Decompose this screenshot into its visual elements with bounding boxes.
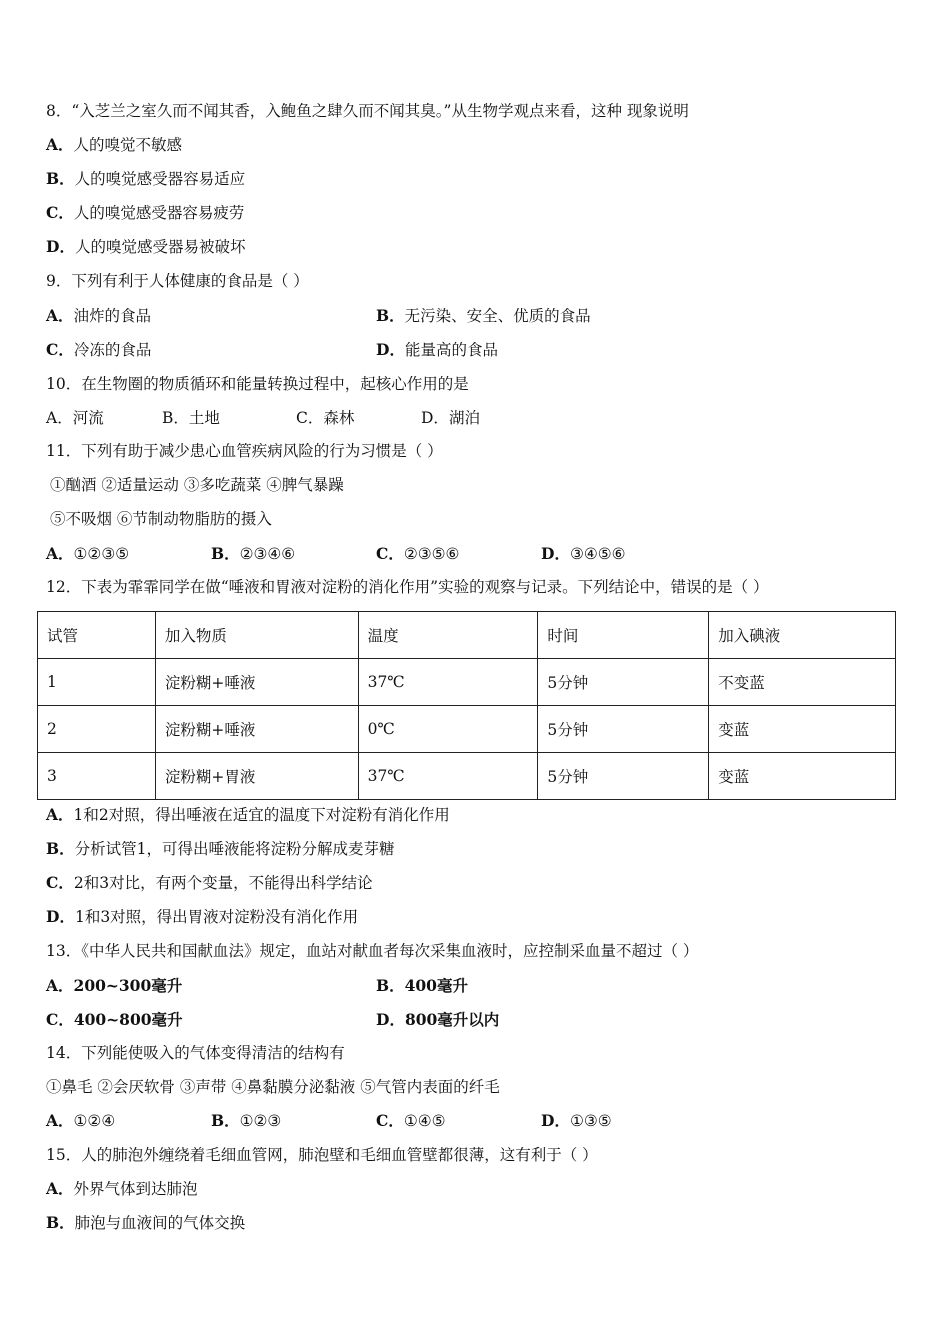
header-cell: 时间 (538, 612, 709, 659)
question-12-stem: 12．下表为霏霏同学在做“唾液和胃液对淀粉的消化作用”实验的观察与记录。下列结论中，错误的是（ ） (46, 578, 769, 596)
header-cell: 温度 (358, 612, 538, 659)
option-text: 土地 (188, 409, 220, 427)
option-8a (46, 135, 182, 155)
table-cell: 5分钟 (538, 706, 709, 753)
header-cell: 加入碘液 (709, 612, 896, 659)
option-10c (296, 408, 354, 428)
option-text: 能量高的食品 (404, 341, 498, 359)
option-9a (46, 306, 151, 326)
table-row (38, 706, 896, 753)
header-cell: 加入物质 (155, 612, 358, 659)
question-14-items: ①鼻毛 ②会厌软骨 ③声带 ④鼻黏膜分泌黏液 ⑤气管内表面的纤毛 (46, 1078, 500, 1096)
option-label: A． (46, 306, 74, 325)
option-text: 无污染、安全、优质的食品 (404, 307, 591, 325)
option-text: 人的嗅觉感受器容易适应 (74, 170, 246, 188)
option-label: B． (376, 306, 405, 325)
option-label: C． (46, 340, 74, 359)
table-cell: 淀粉糊+胃液 (155, 753, 358, 800)
option-11d (541, 544, 626, 564)
table-row (38, 659, 896, 706)
option-label: D． (541, 1111, 570, 1130)
option-10b (162, 408, 220, 428)
header-cell: 试管 (38, 612, 156, 659)
option-text: ①④⑤ (403, 1112, 446, 1130)
option-11b (211, 544, 295, 564)
option-text: 肺泡与血液间的气体交换 (74, 1214, 246, 1232)
option-label: B． (162, 409, 189, 427)
option-8b (46, 169, 245, 189)
table-cell: 变蓝 (709, 706, 896, 753)
option-text: ①②③ (239, 1112, 282, 1130)
question-11-stem: 11．下列有助于减少患心血管疾病风险的行为习惯是（ ） (46, 442, 443, 460)
table-cell: 0℃ (358, 706, 538, 753)
option-label: A． (46, 544, 74, 563)
option-text: ①②④ (73, 1112, 116, 1130)
option-9c (46, 340, 151, 360)
question-13-stem: 13．《中华人民共和国献血法》规定，血站对献血者每次采集血液时，应控制采血量不超过（ ） (46, 942, 699, 960)
option-text: 湖泊 (448, 409, 480, 427)
option-text: 800毫升以内 (404, 1010, 500, 1029)
table-header-row (38, 612, 896, 659)
option-11a (46, 544, 129, 564)
option-9d (376, 340, 498, 360)
option-text: ②③④⑥ (239, 545, 296, 563)
option-text: 1和2对照，得出唾液在适宜的温度下对淀粉有消化作用 (73, 806, 450, 824)
question-11-items-1: ①酗酒 ②适量运动 ③多吃蔬菜 ④脾气暴躁 (50, 476, 344, 494)
option-text: ②③⑤⑥ (403, 545, 460, 563)
option-label: D． (46, 907, 75, 926)
option-label: C． (296, 409, 324, 427)
option-text: 400~800毫升 (73, 1010, 183, 1029)
option-label: D． (421, 409, 449, 427)
option-text: 分析试管1，可得出唾液能将淀粉分解成麦芽糖 (74, 840, 395, 858)
table-cell: 不变蓝 (709, 659, 896, 706)
table-cell: 5分钟 (538, 659, 709, 706)
option-text: 1和3对照，得出胃液对淀粉没有消化作用 (74, 908, 359, 926)
option-9b (376, 306, 591, 326)
option-text: 人的嗅觉不敏感 (73, 136, 183, 154)
question-9-stem: 9．下列有利于人体健康的食品是（ ） (46, 272, 309, 290)
table-cell: 淀粉糊+唾液 (155, 706, 358, 753)
option-15b (46, 1213, 245, 1233)
option-label: B． (211, 544, 240, 563)
question-10-stem: 10．在生物圈的物质循环和能量转换过程中，起核心作用的是 (46, 375, 469, 393)
option-label: B． (46, 1213, 75, 1232)
option-label: A． (46, 805, 74, 824)
option-13d (376, 1010, 499, 1030)
question-15-stem: 15．人的肺泡外缠绕着毛细血管网，肺泡壁和毛细血管壁都很薄，这有利于（ ） (46, 1146, 598, 1164)
option-text: 油炸的食品 (73, 307, 152, 325)
option-12b (46, 839, 394, 859)
option-label: D． (46, 237, 75, 256)
option-label: D． (376, 340, 405, 359)
option-text: ①③⑤ (569, 1112, 612, 1130)
table-cell: 1 (38, 659, 156, 706)
option-13b (376, 976, 468, 996)
option-label: C． (46, 873, 74, 892)
option-text: 人的嗅觉感受器容易疲劳 (73, 204, 245, 222)
option-text: ①②③⑤ (73, 545, 130, 563)
option-text: 河流 (72, 409, 104, 427)
table-cell: 5分钟 (538, 753, 709, 800)
option-label: C． (46, 203, 74, 222)
option-11c (376, 544, 459, 564)
option-14a (46, 1111, 115, 1131)
option-10a (46, 408, 104, 428)
table-cell: 变蓝 (709, 753, 896, 800)
option-label: C． (46, 1010, 74, 1029)
question-8-stem: 8．“入芝兰之室久而不闻其香，入鲍鱼之肆久而不闻其臭。”从生物学观点来看，这种 现象说明 (46, 102, 689, 120)
option-label: D． (376, 1010, 405, 1029)
table-cell: 淀粉糊+唾液 (155, 659, 358, 706)
option-14c (376, 1111, 446, 1131)
option-12c (46, 873, 373, 893)
option-label: B． (46, 839, 75, 858)
option-8c (46, 203, 244, 223)
question-11-items-2: ⑤不吸烟 ⑥节制动物脂肪的摄入 (50, 510, 272, 528)
option-label: A． (46, 135, 74, 154)
option-label: D． (541, 544, 570, 563)
option-label: A． (46, 1111, 74, 1130)
option-text: ③④⑤⑥ (569, 545, 626, 563)
option-10d (421, 408, 480, 428)
table-cell: 2 (38, 706, 156, 753)
option-8d (46, 237, 245, 257)
option-text: 2和3对比，有两个变量，不能得出科学结论 (73, 874, 373, 892)
option-label: C． (376, 1111, 404, 1130)
option-text: 400毫升 (404, 976, 468, 995)
option-text: 200~300毫升 (73, 976, 183, 995)
option-label: B． (211, 1111, 240, 1130)
option-14b (211, 1111, 281, 1131)
table-cell: 3 (38, 753, 156, 800)
option-label: A． (46, 976, 74, 995)
option-15a (46, 1179, 198, 1199)
table-cell: 37℃ (358, 659, 538, 706)
option-label: A． (46, 1179, 74, 1198)
option-13a (46, 976, 182, 996)
option-text: 外界气体到达肺泡 (73, 1180, 198, 1198)
option-text: 森林 (323, 409, 355, 427)
option-text: 冷冻的食品 (73, 341, 152, 359)
option-label: C． (376, 544, 404, 563)
option-label: B． (376, 976, 405, 995)
option-text: 人的嗅觉感受器易被破坏 (74, 238, 246, 256)
option-12d (46, 907, 358, 927)
table-cell: 37℃ (358, 753, 538, 800)
option-13c (46, 1010, 183, 1030)
option-label: B． (46, 169, 75, 188)
option-12a (46, 805, 450, 825)
option-label: A． (46, 409, 73, 427)
table-row (38, 753, 896, 800)
question-14-stem: 14．下列能使吸入的气体变得清洁的结构有 (46, 1044, 345, 1062)
option-14d (541, 1111, 612, 1131)
experiment-table (37, 611, 896, 800)
